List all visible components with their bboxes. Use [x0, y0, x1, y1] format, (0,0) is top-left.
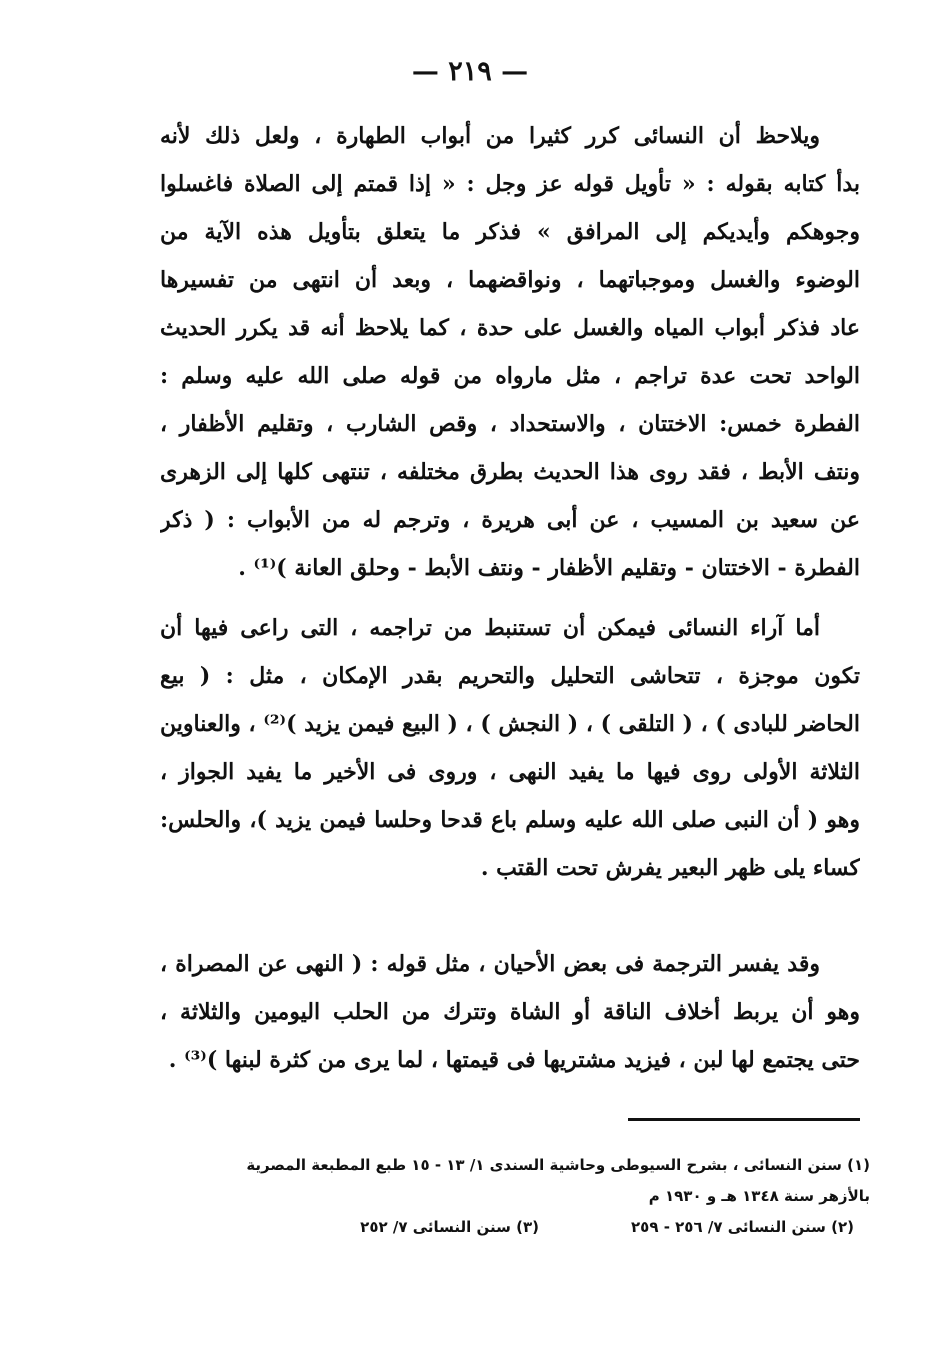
text-line: الثلاثة الأولى روى فيها ما يفيد النهى ، وروى فى الأخير ما يفيد الجواز ،: [160, 759, 860, 785]
page-number: — ٢١٩ —: [411, 56, 529, 87]
paragraph-1: [160, 112, 860, 592]
footnote-3: (٣) سنن النسائى ٧/ ٢٥٢: [360, 1218, 540, 1236]
text-line: بدأ كتابه بقوله : « تأويل قوله عز وجل : « إذا قمتم إلى الصلاة فاغسلوا: [160, 171, 860, 197]
text-line: وهو ( أن النبى صلى الله عليه وسلم باع قدحا وحلسا فيمن يزيد )، والحلس:: [160, 807, 860, 833]
text-line: الوضوء والغسل وموجباتهما ، ونواقضهما ، وبعد أن انتهى من تفسيرها: [160, 267, 860, 293]
text-line: الحاضر للبادى ) ، ( التلقى ) ، ( النجش ) ، ( البيع فيمن يزيد )⁽²⁾ ، والعناوين: [160, 711, 860, 737]
text-line: وقد يفسر الترجمة فى بعض الأحيان ، مثل قوله : ( النهى عن المصراة ،: [160, 951, 820, 977]
text-line: وهو أن يربط أخلاف الناقة أو الشاة وتترك من الحلب اليومين والثلاثة ،: [160, 999, 860, 1025]
text-line: كساء يلى ظهر البعير يفرش تحت القتب .: [480, 855, 860, 881]
paragraph-3: [160, 940, 860, 1084]
text-line: تكون موجزة ، تتحاشى التحليل والتحريم بقدر الإمكان ، مثل : ( بيع: [160, 663, 860, 689]
footnote-divider: [628, 1118, 860, 1121]
footnote-1-line-2: بالأزهر سنة ١٣٤٨ هـ و ١٩٣٠ م: [648, 1187, 870, 1205]
paragraph-2: [160, 604, 860, 892]
footnote-1-line-1: (١) سنن النسائى ، بشرح السيوطى وحاشية السندى ١/ ١٣ - ١٥ طبع المطبعة المصرية: [246, 1156, 870, 1174]
text-line: ويلاحظ أن النسائى كرر كثيرا من أبواب الطهارة ، ولعل ذلك لأنه: [160, 123, 820, 149]
footnotes: [140, 1150, 870, 1243]
text-line: عن سعيد بن المسيب ، عن أبى هريرة ، وترجم له من الأبواب : ( ذكر: [160, 507, 860, 533]
text-line: الفطرة - الاختتان - وتقليم الأظفار - ونتف الأبط - وحلق العانة )⁽¹⁾ .: [238, 555, 860, 581]
text-line: حتى يجتمع لها لبن ، فيزيد مشتريها فى قيمتها ، لما يرى من كثرة لبنها )⁽³⁾ .: [168, 1047, 860, 1073]
text-line: الواحد تحت عدة تراجم ، مثل مارواه من قوله صلى الله عليه وسلم :: [160, 363, 860, 389]
footnote-2: (٢) سنن النسائى ٧/ ٢٥٦ - ٢٥٩: [631, 1218, 854, 1236]
text-line: أما آراء النسائى فيمكن أن تستنبط من تراجمه ، التى راعى فيها أن: [160, 615, 820, 641]
text-line: الفطرة خمس: الاختتان ، والاستحداد ، وقص الشارب ، وتقليم الأظفار ،: [160, 411, 860, 437]
text-line: وجوهكم وأيديكم إلى المرافق » فذكر ما يتعلق بتأويل هذه الآية من: [160, 219, 860, 245]
footnote-row: [140, 1212, 870, 1243]
text-line: عاد فذكر أبواب المياه والغسل على حدة ، كما يلاحظ أنه قد يكرر الحديث: [160, 315, 860, 341]
text-line: ونتف الأبط ، فقد روى هذا الحديث بطرق مختلفه ، تنتهى كلها إلى الزهرى: [160, 459, 860, 485]
